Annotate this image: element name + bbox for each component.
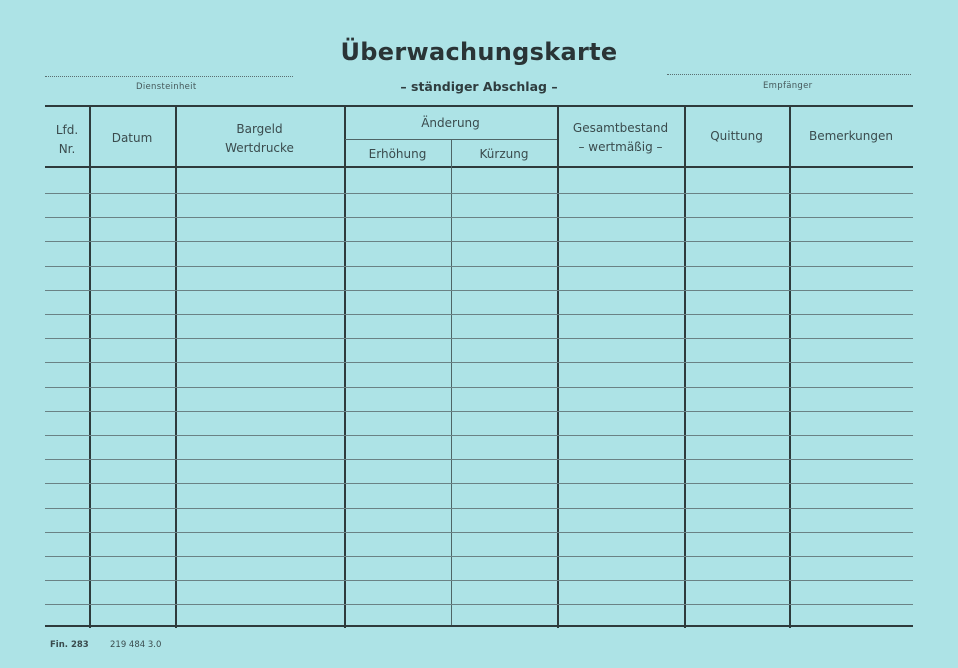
diensteinheit-line bbox=[45, 76, 293, 77]
header-gesamtbestand-line1: Gesamtbestand bbox=[572, 121, 669, 135]
entry-rule bbox=[45, 387, 913, 388]
entry-rule bbox=[45, 314, 913, 315]
entry-rule bbox=[45, 556, 913, 557]
entry-rule bbox=[45, 508, 913, 509]
header-bemerkungen: Bemerkungen bbox=[808, 129, 894, 143]
header-erhoehung: Erhöhung bbox=[368, 147, 427, 161]
entry-rule bbox=[45, 459, 913, 460]
header-datum: Datum bbox=[111, 131, 153, 145]
entry-rule bbox=[45, 241, 913, 242]
form-subtitle: – ständiger Abschlag – bbox=[400, 79, 558, 94]
col-divider bbox=[175, 107, 177, 628]
col-divider bbox=[557, 107, 559, 628]
form-number: Fin. 283 bbox=[50, 640, 89, 650]
header-bargeld-line2: Wertdrucke bbox=[225, 141, 294, 155]
header-bargeld bbox=[175, 120, 344, 158]
empfaenger-line bbox=[667, 74, 911, 75]
col-divider bbox=[451, 140, 452, 627]
entry-rule bbox=[45, 290, 913, 291]
entry-rule bbox=[45, 435, 913, 436]
entry-rule bbox=[45, 483, 913, 484]
header-gesamtbestand bbox=[557, 119, 684, 157]
diensteinheit-label: Diensteinheit bbox=[136, 82, 197, 92]
entries-table bbox=[45, 105, 913, 628]
header-bargeld-line1: Bargeld bbox=[236, 122, 283, 136]
print-code: 219 484 3.0 bbox=[110, 640, 162, 650]
header-nr: Nr. bbox=[58, 142, 76, 156]
entry-rule bbox=[45, 604, 913, 605]
header-kuerzung: Kürzung bbox=[479, 147, 529, 161]
entry-rule bbox=[45, 532, 913, 533]
empfaenger-label: Empfänger bbox=[763, 81, 813, 91]
entry-rule bbox=[45, 338, 913, 339]
aenderung-subrule bbox=[345, 139, 557, 140]
form-title: Überwachungskarte bbox=[340, 38, 618, 66]
col-divider bbox=[789, 107, 791, 628]
header-gesamtbestand-line2: – wertmäßig – bbox=[578, 140, 663, 154]
entry-rule bbox=[45, 217, 913, 218]
col-divider bbox=[89, 107, 91, 628]
table-bottom-rule bbox=[45, 625, 913, 627]
header-aenderung: Änderung bbox=[421, 116, 480, 130]
col-divider bbox=[344, 107, 346, 628]
entry-rule bbox=[45, 266, 913, 267]
entry-rule bbox=[45, 362, 913, 363]
entry-rule bbox=[45, 411, 913, 412]
header-lfd-nr bbox=[45, 121, 89, 159]
header-lfd: Lfd. bbox=[55, 123, 79, 137]
col-divider bbox=[684, 107, 686, 628]
entry-rule bbox=[45, 580, 913, 581]
entry-rule bbox=[45, 193, 913, 194]
header-quittung: Quittung bbox=[710, 129, 763, 143]
